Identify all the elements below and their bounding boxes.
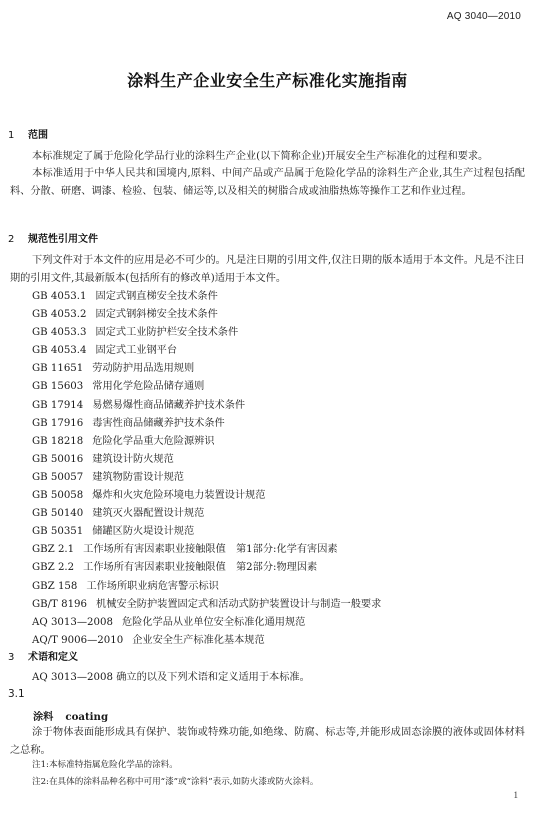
reference-code: GBZ 158	[32, 580, 78, 592]
reference-item	[32, 306, 381, 324]
reference-item	[32, 578, 381, 596]
note-2: 注2:在具体的涂料品种名称中可用“漆”或“涂料”表示,如防火漆或防火涂料。	[32, 777, 319, 787]
reference-item	[32, 433, 381, 451]
normative-references-list	[32, 288, 381, 650]
reference-title: 危险化学品从业单位安全标准化通用规范	[122, 616, 306, 628]
section-2-heading	[8, 230, 98, 245]
reference-code: GBZ 2.1	[32, 544, 75, 556]
page-number: 1	[513, 790, 518, 800]
term-heading	[33, 708, 108, 723]
paragraph-text: 下列文件对于本文件的应用是必不可少的。凡是注日期的引用文件,仅注日期的版本适用于本文件。凡是不注日期的引用文件,其最新版本(包括所有的修改单)适用于本文件。	[10, 255, 525, 284]
reference-item	[32, 288, 381, 306]
reference-item	[32, 378, 381, 396]
reference-title: 工作场所职业病危害警示标识	[86, 580, 219, 592]
reference-code: GB 4053.3	[32, 327, 87, 339]
reference-item	[32, 469, 381, 487]
reference-code: GB 15603	[32, 381, 84, 393]
reference-code: AQ/T 9006—2010	[32, 634, 124, 646]
section-1-paragraph-1	[10, 148, 525, 166]
reference-item	[32, 360, 381, 378]
reference-title: 储罐区防火堤设计规范	[92, 526, 195, 538]
reference-item	[32, 541, 381, 559]
reference-item	[32, 451, 381, 469]
section-title: 规范性引用文件	[28, 234, 98, 245]
reference-title: 建筑设计防火规范	[92, 453, 174, 465]
reference-item	[32, 415, 381, 433]
reference-item	[32, 559, 381, 577]
reference-title: 工作场所有害因素职业接触限值 第2部分:物理因素	[83, 562, 318, 574]
reference-title: 常用化学危险品储存通则	[92, 381, 205, 393]
section-title: 术语和定义	[28, 652, 78, 663]
reference-item	[32, 342, 381, 360]
section-number: 3	[8, 652, 15, 663]
reference-title: 危险化学品重大危险源辨识	[92, 435, 215, 447]
reference-code: GB 4053.1	[32, 291, 87, 302]
section-number: 2	[8, 234, 15, 245]
reference-item	[32, 324, 381, 342]
document-title: 涂料生产企业安全生产标准化实施指南	[127, 71, 408, 90]
reference-code: GB 50057	[32, 471, 84, 483]
reference-code: GB 4053.2	[32, 309, 87, 321]
reference-code: GB 17916	[32, 417, 84, 429]
reference-title: 劳动防护用品选用规则	[92, 363, 195, 375]
reference-code: GB 4053.4	[32, 345, 87, 357]
reference-title: 建筑物防雷设计规范	[92, 471, 184, 483]
reference-item	[32, 523, 381, 541]
reference-code: GB 18218	[32, 435, 84, 447]
section-title: 范围	[28, 130, 48, 141]
paragraph-text: AQ 3013—2008 确立的以及下列术语和定义适用于本标准。	[32, 672, 310, 683]
reference-title: 毒害性商品储藏养护技术条件	[92, 417, 225, 429]
reference-item	[32, 614, 381, 632]
reference-title: 机械安全防护装置固定式和活动式防护装置设计与制造一般要求	[96, 598, 382, 610]
note-1: 注1:本标准特指属危险化学品的涂料。	[32, 760, 178, 770]
section-3-heading	[8, 648, 78, 663]
reference-item	[32, 596, 381, 614]
reference-title: 固定式工业钢平台	[95, 345, 178, 357]
reference-code: GBZ 2.2	[32, 562, 75, 574]
section-1-heading	[8, 126, 48, 141]
reference-item	[32, 487, 381, 505]
paragraph-text: 本标准适用于中华人民共和国境内,原料、中间产品或产品属于危险化学品的涂料生产企业,其生产过程包括配料、分散、研磨、调漆、检验、包装、储运等,以及相关的树脂合成或油脂热炼等操作工艺和作业过程。	[10, 168, 525, 197]
reference-title: 工作场所有害因素职业接触限值 第1部分:化学有害因素	[83, 544, 338, 556]
reference-code: GB/T 8196	[32, 598, 88, 610]
section-2-paragraph-1	[10, 252, 525, 287]
reference-code: GB 50016	[32, 453, 84, 465]
reference-code: GB 50140	[32, 508, 84, 520]
reference-title: 固定式钢斜梯安全技术条件	[95, 309, 218, 321]
reference-code: GB 50058	[32, 490, 84, 502]
clause-number: 3.1	[8, 688, 25, 700]
section-1-paragraph-2	[10, 165, 525, 200]
section-number: 1	[8, 130, 15, 141]
reference-code: GB 11651	[32, 363, 84, 375]
reference-title: 爆炸和火灾危险环境电力装置设计规范	[92, 490, 266, 502]
section-3-paragraph-1	[10, 669, 525, 687]
reference-title: 固定式钢直梯安全技术条件	[95, 291, 218, 302]
standard-code: AQ 3040—2010	[446, 11, 521, 22]
reference-code: GB 17914	[32, 399, 84, 411]
term-english: coating	[65, 711, 109, 723]
reference-title: 易燃易爆性商品储藏养护技术条件	[92, 399, 246, 411]
reference-code: GB 50351	[32, 526, 84, 538]
reference-title: 固定式工业防护栏安全技术条件	[95, 327, 239, 339]
paragraph-text: 本标准规定了属于危险化学品行业的涂料生产企业(以下简称企业)开展安全生产标准化的过程和要求。	[32, 151, 489, 162]
term-chinese: 涂料	[33, 712, 54, 723]
paragraph-text: 涂于物体表面能形成具有保护、装饰或特殊功能,如绝缘、防腐、标志等,并能形成固态涂膜的液体或固体材料之总称。	[10, 727, 525, 756]
reference-item	[32, 505, 381, 523]
term-definition	[10, 724, 525, 759]
reference-item	[32, 632, 381, 650]
reference-title: 企业安全生产标准化基本规范	[132, 634, 265, 646]
reference-code: AQ 3013—2008	[32, 616, 113, 628]
reference-item	[32, 397, 381, 415]
reference-title: 建筑灭火器配置设计规范	[92, 508, 205, 520]
